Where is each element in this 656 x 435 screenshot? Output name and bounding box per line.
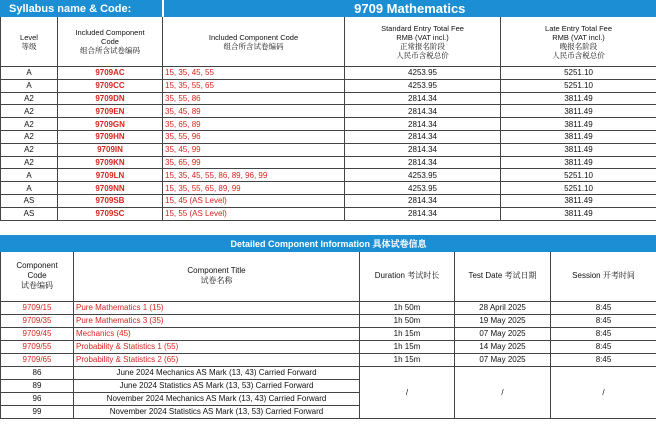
component-code-cell: 9709IN: [58, 143, 163, 156]
title-banner: [1, 1, 656, 17]
included-components-cell: 35, 55, 86: [163, 92, 345, 105]
late-fee-cell: 3811.49: [501, 207, 656, 220]
component-code-cell: 9709KN: [58, 156, 163, 169]
late-fee-cell: 3811.49: [501, 194, 656, 207]
fee-header-row: [1, 17, 656, 67]
included-components-cell: 35, 45, 89: [163, 105, 345, 118]
fee-row: [1, 156, 656, 169]
component-code-cell: 9709CC: [58, 79, 163, 92]
level-cell: A: [1, 79, 58, 92]
component-row: [1, 353, 656, 366]
included-components-cell: 35, 65, 89: [163, 118, 345, 131]
component-code-cell: 9709/45: [1, 327, 74, 340]
component-title-cell: Mechanics (45): [74, 327, 360, 340]
session-placeholder: /: [551, 366, 656, 418]
standard-fee-cell: 4253.95: [345, 169, 501, 182]
duration-cell: 1h 50m: [360, 301, 455, 314]
component-code-cell: 9709SC: [58, 207, 163, 220]
late-fee-cell: 3811.49: [501, 92, 656, 105]
session-cell: 8:45: [551, 340, 656, 353]
standard-fee-cell: 4253.95: [345, 182, 501, 195]
included-components-cell: 15, 35, 55, 65: [163, 79, 345, 92]
duration-cell: 1h 15m: [360, 353, 455, 366]
component-title-cell: Pure Mathematics 3 (35): [74, 314, 360, 327]
duration-placeholder: /: [360, 366, 455, 418]
late-fee-cell: 3811.49: [501, 143, 656, 156]
session-cell: 8:45: [551, 327, 656, 340]
carried-forward-rows: [1, 366, 656, 418]
header-session: Session 开考时间: [551, 251, 656, 301]
late-fee-cell: 3811.49: [501, 105, 656, 118]
session-cell: 8:45: [551, 353, 656, 366]
component-title-cell: Probability & Statistics 2 (65): [74, 353, 360, 366]
component-row: [1, 314, 656, 327]
level-cell: A2: [1, 156, 58, 169]
standard-fee-cell: 2814.34: [345, 118, 501, 131]
test-date-placeholder: /: [455, 366, 551, 418]
late-fee-cell: 5251.10: [501, 169, 656, 182]
standard-fee-cell: 4253.95: [345, 67, 501, 80]
component-code-cell: 9709LN: [58, 169, 163, 182]
level-cell: A2: [1, 105, 58, 118]
fee-row: [1, 92, 656, 105]
fee-row: [1, 194, 656, 207]
fee-row: [1, 143, 656, 156]
header-code: Included Component Code 组合所含试卷编码: [58, 17, 163, 67]
carried-code-cell: 89: [1, 379, 74, 392]
component-code-cell: 9709AC: [58, 67, 163, 80]
included-components-cell: 35, 65, 99: [163, 156, 345, 169]
component-code-cell: 9709EN: [58, 105, 163, 118]
header-duration: Duration 考试时长: [360, 251, 455, 301]
component-section-title: Detailed Component Information 具体试卷信息: [1, 235, 656, 251]
fee-row: [1, 207, 656, 220]
standard-fee-cell: 2814.34: [345, 156, 501, 169]
component-row: [1, 327, 656, 340]
test-date-cell: 28 April 2025: [455, 301, 551, 314]
component-code-cell: 9709DN: [58, 92, 163, 105]
component-title-cell: Probability & Statistics 1 (55): [74, 340, 360, 353]
duration-cell: 1h 50m: [360, 314, 455, 327]
header-level: Level 等级: [1, 17, 58, 67]
component-title-cell: Pure Mathematics 1 (15): [74, 301, 360, 314]
included-components-cell: 15, 45 (AS Level): [163, 194, 345, 207]
syllabus-label: Syllabus name & Code:: [1, 1, 163, 17]
component-code-cell: 9709SB: [58, 194, 163, 207]
included-components-cell: 15, 35, 45, 55, 86, 89, 96, 99: [163, 169, 345, 182]
test-date-cell: 19 May 2025: [455, 314, 551, 327]
level-cell: A2: [1, 143, 58, 156]
late-fee-cell: 3811.49: [501, 156, 656, 169]
carried-forward-row: [1, 366, 656, 379]
component-row: [1, 301, 656, 314]
late-fee-cell: 5251.10: [501, 67, 656, 80]
level-cell: A2: [1, 92, 58, 105]
header-component-code: Component Code 试卷编码: [1, 251, 74, 301]
component-code-cell: 9709/65: [1, 353, 74, 366]
standard-fee-cell: 2814.34: [345, 130, 501, 143]
fee-row: [1, 169, 656, 182]
component-code-cell: 9709/35: [1, 314, 74, 327]
late-fee-cell: 5251.10: [501, 79, 656, 92]
late-fee-cell: 5251.10: [501, 182, 656, 195]
fee-row: [1, 67, 656, 80]
header-test-date: Test Date 考试日期: [455, 251, 551, 301]
fee-rows: [1, 67, 656, 221]
included-components-cell: 35, 55, 96: [163, 130, 345, 143]
carried-title-cell: November 2024 Mechanics AS Mark (13, 43) Carried Forward: [74, 392, 360, 405]
carried-code-cell: 99: [1, 405, 74, 418]
carried-code-cell: 96: [1, 392, 74, 405]
component-banner: [1, 235, 656, 251]
carried-code-cell: 86: [1, 366, 74, 379]
header-late-fee: Late Entry Total Fee RMB (VAT incl.) 晚报名阶段 人民币含税总价: [501, 17, 656, 67]
included-components-cell: 15, 55 (AS Level): [163, 207, 345, 220]
level-cell: AS: [1, 194, 58, 207]
syllabus-title: 9709 Mathematics: [163, 1, 656, 17]
level-cell: A: [1, 169, 58, 182]
component-header-row: [1, 251, 656, 301]
fee-row: [1, 79, 656, 92]
component-code-cell: 9709/15: [1, 301, 74, 314]
level-cell: A: [1, 67, 58, 80]
standard-fee-cell: 2814.34: [345, 194, 501, 207]
fee-row: [1, 182, 656, 195]
level-cell: AS: [1, 207, 58, 220]
standard-fee-cell: 2814.34: [345, 207, 501, 220]
session-cell: 8:45: [551, 301, 656, 314]
late-fee-cell: 3811.49: [501, 130, 656, 143]
standard-fee-cell: 4253.95: [345, 79, 501, 92]
standard-fee-cell: 2814.34: [345, 92, 501, 105]
fee-row: [1, 105, 656, 118]
section-gap: [0, 221, 656, 235]
component-code-cell: 9709/55: [1, 340, 74, 353]
duration-cell: 1h 15m: [360, 327, 455, 340]
component-row: [1, 340, 656, 353]
component-table: [0, 235, 656, 419]
carried-title-cell: June 2024 Statistics AS Mark (13, 53) Carried Forward: [74, 379, 360, 392]
session-cell: 8:45: [551, 314, 656, 327]
included-components-cell: 35, 45, 99: [163, 143, 345, 156]
fee-row: [1, 118, 656, 131]
late-fee-cell: 3811.49: [501, 118, 656, 131]
component-code-cell: 9709HN: [58, 130, 163, 143]
test-date-cell: 07 May 2025: [455, 353, 551, 366]
duration-cell: 1h 15m: [360, 340, 455, 353]
test-date-cell: 07 May 2025: [455, 327, 551, 340]
component-code-cell: 9709NN: [58, 182, 163, 195]
standard-fee-cell: 2814.34: [345, 143, 501, 156]
test-date-cell: 14 May 2025: [455, 340, 551, 353]
level-cell: A: [1, 182, 58, 195]
standard-fee-cell: 2814.34: [345, 105, 501, 118]
header-standard-fee: Standard Entry Total Fee RMB (VAT incl.) 正常报名阶段 人民币含税总价: [345, 17, 501, 67]
included-components-cell: 15, 35, 45, 55: [163, 67, 345, 80]
included-components-cell: 15, 35, 55, 65, 89, 99: [163, 182, 345, 195]
header-components: Included Component Code 组合所含试卷编码: [163, 17, 345, 67]
component-code-cell: 9709GN: [58, 118, 163, 131]
component-rows: [1, 301, 656, 366]
fee-row: [1, 130, 656, 143]
level-cell: A2: [1, 118, 58, 131]
carried-title-cell: June 2024 Mechanics AS Mark (13, 43) Carried Forward: [74, 366, 360, 379]
carried-title-cell: November 2024 Statistics AS Mark (13, 53) Carried Forward: [74, 405, 360, 418]
level-cell: A2: [1, 130, 58, 143]
header-component-title: Component Title 试卷名称: [74, 251, 360, 301]
